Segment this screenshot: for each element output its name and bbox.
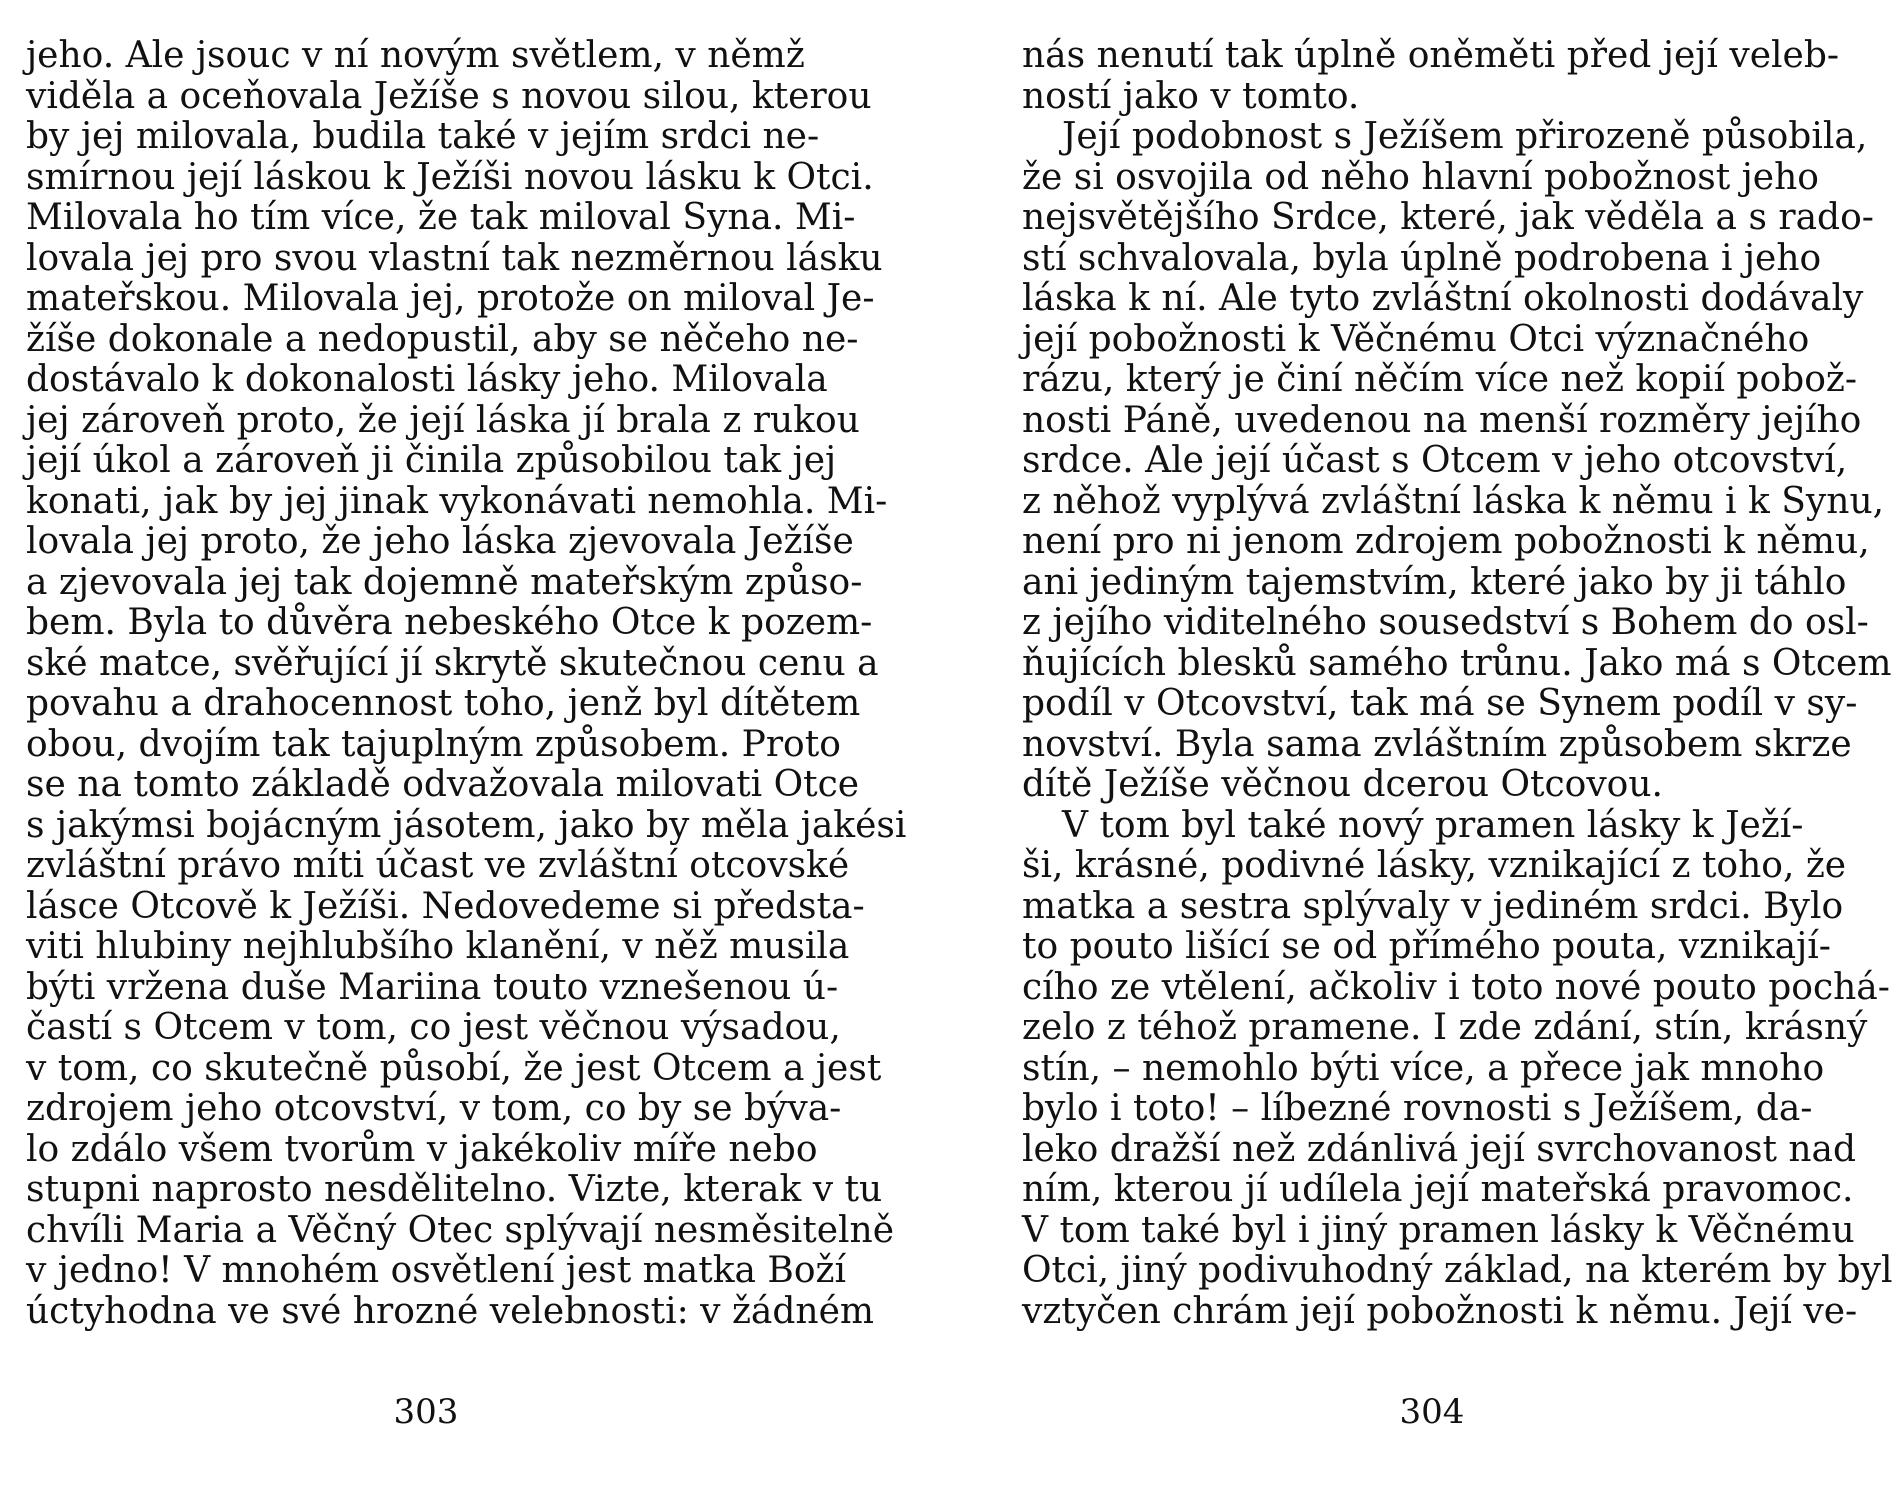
text-line: Milovala ho tím více, že tak miloval Syna. Mi- bbox=[26, 197, 856, 238]
text-line: povahu a drahocennost toho, jenž byl dítětem bbox=[26, 683, 861, 724]
text-line: úctyhodna ve své hrozné velebnosti: v žádném bbox=[26, 1290, 875, 1332]
text-line: viděla a oceňovala Ježíše s novou silou, kterou bbox=[26, 75, 872, 117]
text-line: V tom také byl i jiný pramen lásky k Věčnému bbox=[1022, 1209, 1855, 1251]
text-line: stín, – nemohlo býti více, a přece jak mnoho bbox=[1022, 1047, 1825, 1089]
left-page bbox=[26, 35, 907, 1476]
text-line: viti hlubiny nejhlubšího klanění, v něž musila bbox=[26, 926, 850, 967]
right-page bbox=[1022, 35, 1893, 1476]
text-line: ností jako v tomto. bbox=[1022, 75, 1360, 117]
left-page-text bbox=[26, 35, 907, 1332]
text-line: ské matce, svěřující jí skrytě skutečnou cenu a bbox=[26, 642, 879, 684]
text-line: matka a sestra splývaly v jediném srdci. Bylo bbox=[1022, 885, 1844, 927]
text-line: leko dražší než zdánlivá její svrchovanost nad bbox=[1022, 1128, 1857, 1170]
text-line: ním, kterou jí udílela její mateřská pravomoc. bbox=[1022, 1169, 1854, 1210]
text-line: nejsvětějšího Srdce, které, jak věděla a s rado- bbox=[1022, 197, 1874, 238]
text-line: dítě Ježíše věčnou dcerou Otcovou. bbox=[1022, 764, 1663, 805]
text-line: jeho. Ale jsouc v ní novým světlem, v němž bbox=[26, 35, 805, 76]
text-line: cího ze vtělení, ačkoliv i toto nové pouto pochá- bbox=[1022, 966, 1890, 1008]
text-line: žíše dokonale a nedopustil, aby se něčeho ne- bbox=[26, 318, 859, 360]
text-line: v jedno! V mnohém osvětlení jest matka Boží bbox=[26, 1250, 847, 1291]
text-line: vztyčen chrám její pobožnosti k němu. Její ve- bbox=[1022, 1290, 1858, 1332]
text-line: ši, krásné, podivné lásky, vznikající z toho, že bbox=[1022, 845, 1847, 886]
text-line: s jakýmsi bojácným jásotem, jako by měla jakési bbox=[26, 804, 907, 846]
text-line: obou, dvojím tak tajuplným způsobem. Proto bbox=[26, 723, 841, 765]
paragraph-start-line: Její podobnost s Ježíšem přirozeně působila, bbox=[1062, 116, 1868, 157]
text-line: to pouto lišící se od přímého pouta, vznikají- bbox=[1022, 926, 1831, 967]
right-page-text bbox=[1022, 35, 1893, 1332]
text-line: lovala jej pro svou vlastní tak nezměrnou lásku bbox=[26, 237, 883, 279]
text-line: častí s Otcem v tom, co jest věčnou výsadou, bbox=[26, 1007, 841, 1048]
text-line: dostávalo k dokonalosti lásky jeho. Milovala bbox=[26, 359, 828, 400]
text-line: zvláštní právo míti účast ve zvláštní otcovské bbox=[26, 845, 850, 886]
text-line: láska k ní. Ale tyto zvláštní okolnosti dodávaly bbox=[1022, 278, 1864, 319]
text-line: mateřskou. Milovala jej, protože on miloval Je- bbox=[26, 278, 875, 319]
text-line: by jej milovala, budila také v jejím srdci ne- bbox=[26, 116, 820, 157]
text-line: rázu, který je činí něčím více než kopií pobož- bbox=[1022, 359, 1857, 400]
text-line: v tom, co skutečně působí, že jest Otcem a jest bbox=[26, 1047, 882, 1089]
text-line: lo zdálo všem tvorům v jakékoliv míře nebo bbox=[26, 1128, 818, 1170]
text-line: konati, jak by jej jinak vykonávati nemohla. Mi- bbox=[26, 480, 888, 522]
text-line: nosti Páně, uvedenou na menší rozměry jejího bbox=[1022, 399, 1862, 441]
text-line: zdrojem jeho otcovství, v tom, co by se býva- bbox=[26, 1088, 842, 1129]
text-line: smírnou její láskou k Ježíši novou lásku k Otci. bbox=[26, 156, 874, 198]
text-line: zelo z téhož pramene. I zde zdání, stín, krásný bbox=[1022, 1007, 1868, 1048]
text-line: bylo i toto! – líbezné rovnosti s Ježíšem, da- bbox=[1022, 1088, 1813, 1129]
text-line: jej zároveň proto, že její láska jí brala z rukou bbox=[26, 399, 860, 441]
page-number: 303 bbox=[393, 1392, 459, 1432]
text-line: Otci, jiný podivuhodný základ, na kterém by byl bbox=[1022, 1250, 1893, 1291]
text-line: nás nenutí tak úplně oněměti před její veleb- bbox=[1022, 35, 1840, 76]
text-line: lovala jej proto, že jeho láska zjevovala Ježíše bbox=[26, 521, 854, 562]
text-line: chvíli Maria a Věčný Otec splývají nesměsitelně bbox=[26, 1209, 895, 1251]
text-line: z jejího viditelného sousedství s Bohem do osl- bbox=[1022, 602, 1869, 643]
text-line: novství. Byla sama zvláštním způsobem skrze bbox=[1022, 723, 1852, 765]
text-line: a zjevovala jej tak dojemně mateřským způso- bbox=[26, 561, 863, 603]
page-number: 304 bbox=[1399, 1392, 1465, 1432]
text-line: býti vržena duše Mariina touto vznešenou ú- bbox=[26, 966, 839, 1008]
text-line: srdce. Ale její účast s Otcem v jeho otcovství, bbox=[1022, 440, 1848, 481]
text-line: z něhož vyplývá zvláštní láska k němu i k Synu, bbox=[1022, 480, 1885, 522]
text-line: stupni naprosto nesdělitelno. Vizte, kterak v tu bbox=[26, 1169, 883, 1210]
text-line: její pobožnosti k Věčnému Otci význačného bbox=[1022, 318, 1810, 360]
text-line: lásce Otcově k Ježíši. Nedovedeme si předsta- bbox=[26, 885, 865, 927]
text-line: ňujících blesků samého trůnu. Jako má s Otcem bbox=[1022, 642, 1892, 684]
paragraph-start-line: V tom byl také nový pramen lásky k Ježí- bbox=[1062, 804, 1804, 846]
text-line: ani jediným tajemstvím, které jako by ji táhlo bbox=[1022, 561, 1847, 603]
text-line: není pro ni jenom zdrojem pobožnosti k němu, bbox=[1022, 521, 1870, 562]
text-line: že si osvojila od něho hlavní pobožnost jeho bbox=[1022, 156, 1819, 198]
text-line: její úkol a zároveň ji činila způsobilou tak jej bbox=[26, 440, 837, 481]
text-line: podíl v Otcovství, tak má se Synem podíl v sy- bbox=[1022, 683, 1858, 724]
text-line: bem. Byla to důvěra nebeského Otce k pozem- bbox=[26, 602, 873, 643]
text-line: se na tomto základě odvažovala milovati Otce bbox=[26, 764, 860, 805]
text-line: stí schvalovala, byla úplně podrobena i jeho bbox=[1022, 237, 1822, 279]
